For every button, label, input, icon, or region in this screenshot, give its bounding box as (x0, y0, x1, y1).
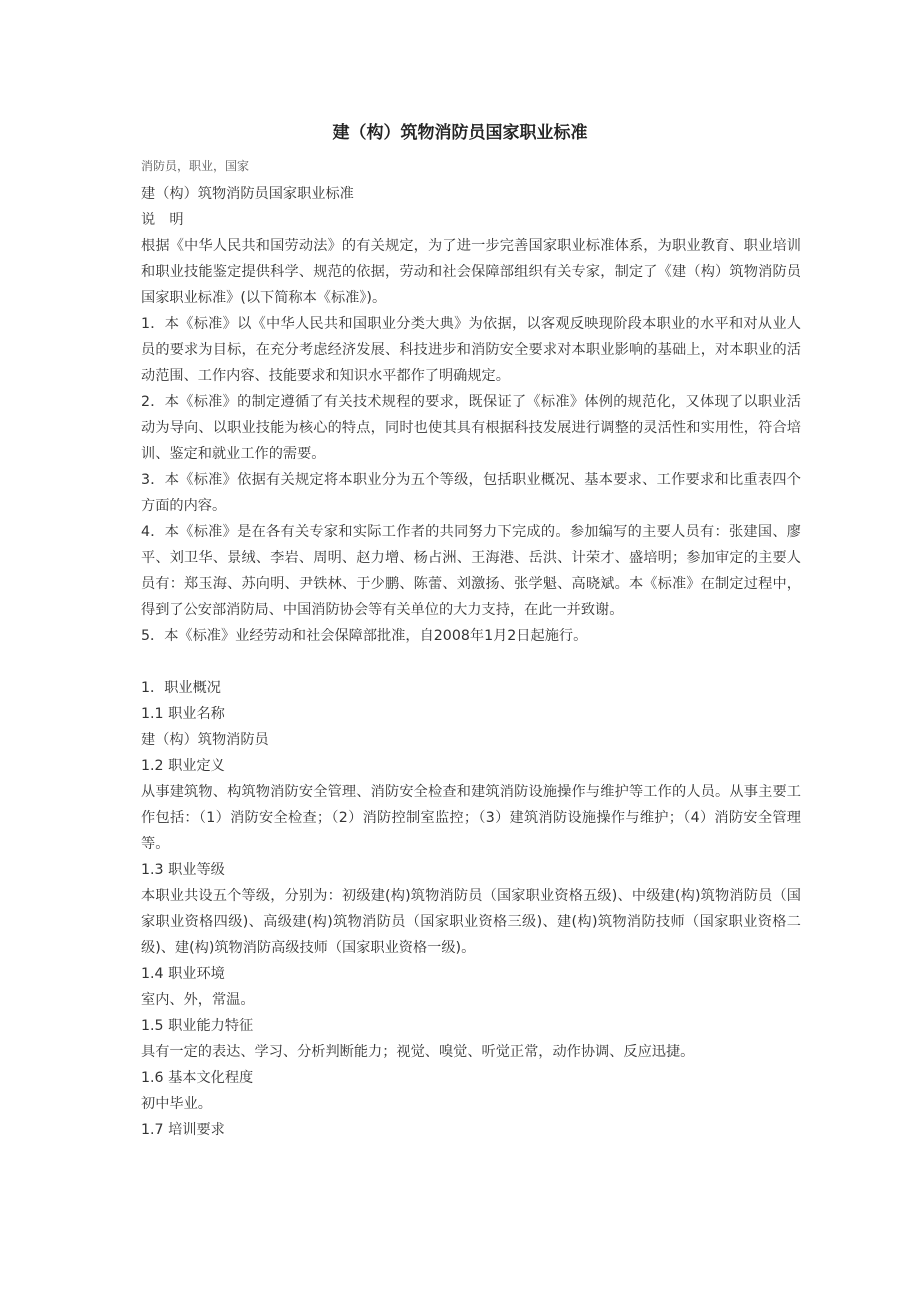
subheading-occupation-name: 1.1 职业名称 (141, 706, 225, 722)
page-title: 建（构）筑物消防员国家职业标准 (332, 123, 588, 143)
paragraph-point-5: 5．本《标准》业经劳动和社会保障部批准，自2008年1月2日起施行。 (141, 628, 588, 644)
subheading-education-level: 1.6 基本文化程度 (141, 1070, 254, 1086)
subheading-ability-traits: 1.5 职业能力特征 (141, 1018, 254, 1034)
subheading-training-requirements: 1.7 培训要求 (141, 1122, 225, 1138)
paragraph-spacer (141, 649, 801, 675)
document-body (141, 181, 801, 1143)
section-label-explanation: 说 明 (141, 212, 184, 228)
subheading-work-environment: 1.4 职业环境 (141, 966, 225, 982)
subheading-occupation-levels: 1.3 职业等级 (141, 862, 225, 878)
doc-heading-repeat: 建（构）筑物消防员国家职业标准 (141, 186, 354, 202)
paragraph-point-3: 3．本《标准》依据有关规定将本职业分为五个等级，包括职业概况、基本要求、工作要求和比重表四个方面的内容。 (141, 472, 801, 514)
paragraph-intro: 根据《中华人民共和国劳动法》的有关规定，为了进一步完善国家职业标准体系，为职业教育、职业培训和职业技能鉴定提供科学、规范的依据，劳动和社会保障部组织有关专家，制定了《建（构）筑物消防员国家职业标准》(以下简称本《标准》)。 (141, 238, 801, 306)
paragraph-point-4: 4．本《标准》是在各有关专家和实际工作者的共同努力下完成的。参加编写的主要人员有：张建国、廖平、刘卫华、景绒、李岩、周明、赵力增、杨占洲、王海港、岳洪、计荣才、盛培明；参加审定的主要人员有：郑玉海、苏向明、尹铁林、于少鹏、陈蕾、刘激扬、张学魁、高晓斌。本《标准》在制定过程中，得到了公安部消防局、中国消防协会等有关单位的大力支持，在此一并致谢。 (141, 524, 801, 618)
text-occupation-levels: 本职业共设五个等级，分别为：初级建(构)筑物消防员（国家职业资格五级)、中级建(构)筑物消防员（国家职业资格四级)、高级建(构)筑物消防员（国家职业资格三级)、建(构)筑物消防技师（国家职业资格二级)、建(构)筑物消防高级技师（国家职业资格一级)。 (141, 888, 801, 956)
keyword-tags: 消防员，职业，国家 (141, 159, 250, 173)
section-heading-overview: 1．职业概况 (141, 680, 221, 696)
text-work-environment: 室内、外，常温。 (141, 992, 255, 1008)
paragraph-point-2: 2．本《标准》的制定遵循了有关技术规程的要求，既保证了《标准》体例的规范化，又体现了以职业活动为导向、以职业技能为核心的特点，同时也使其具有根据科技发展进行调整的灵活性和实用性，符合培训、鉴定和就业工作的需要。 (141, 394, 801, 462)
text-education-level: 初中毕业。 (141, 1096, 212, 1112)
subheading-occupation-definition: 1.2 职业定义 (141, 758, 225, 774)
paragraph-point-1: 1．本《标准》以《中华人民共和国职业分类大典》为依据，以客观反映现阶段本职业的水平和对从业人员的要求为目标，在充分考虑经济发展、科技进步和消防安全要求对本职业影响的基础上，对本职业的活动范围、工作内容、技能要求和知识水平都作了明确规定。 (141, 316, 801, 384)
text-occupation-definition: 从事建筑物、构筑物消防安全管理、消防安全检查和建筑消防设施操作与维护等工作的人员。从事主要工作包括：（1）消防安全检查；（2）消防控制室监控；（3）建筑消防设施操作与维护；（4）消防安全管理等。 (141, 784, 801, 852)
text-ability-traits: 具有一定的表达、学习、分析判断能力；视觉、嗅觉、听觉正常，动作协调、反应迅捷。 (141, 1044, 695, 1060)
text-occupation-name: 建（构）筑物消防员 (141, 732, 269, 748)
